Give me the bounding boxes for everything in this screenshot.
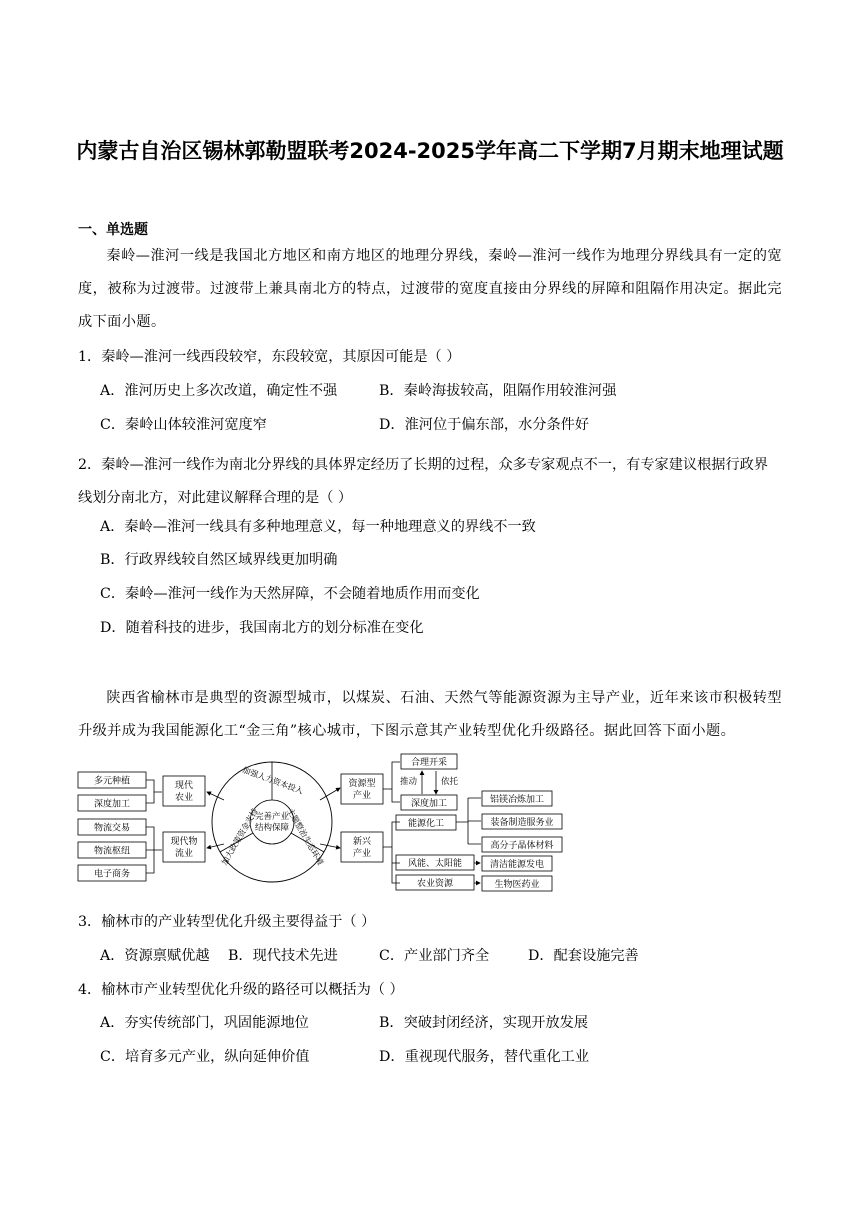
circle-left-label: 加大政策资金支持 xyxy=(219,806,260,867)
question-1-option-d: D．淮河位于偏东部，水分条件好 xyxy=(379,417,590,433)
question-3-option-b: B．现代技术先进 xyxy=(228,948,338,964)
label-rely: 依托 xyxy=(441,777,459,787)
box-equipment-manufacturing: 装备制造服务业 xyxy=(490,818,554,828)
box-diversified-planting: 多元种植 xyxy=(93,776,131,787)
question-2-option-a: A．秦岭—淮河一线具有多种地理意义，每一种地理意义的界线不一致 xyxy=(100,519,536,535)
question-4-option-c: C．培育多元产业，纵向延伸价值 xyxy=(100,1049,310,1065)
question-3-stem: 3．榆林市的产业转型优化升级主要得益于（ ） xyxy=(78,914,376,930)
svg-text:资源型: 资源型 xyxy=(348,779,376,789)
question-3-option-c: C．产业部门齐全 xyxy=(379,948,490,964)
label-push: 推动 xyxy=(399,777,417,787)
svg-text:新兴: 新兴 xyxy=(352,837,372,847)
question-1-option-c: C．秦岭山体较淮河宽度窄 xyxy=(100,417,267,433)
central-circle xyxy=(212,762,332,882)
svg-text:结构保障: 结构保障 xyxy=(254,823,290,833)
box-biomedicine: 生物医药业 xyxy=(494,880,540,890)
box-clean-energy: 清洁能源发电 xyxy=(489,860,545,870)
passage-2: 陕西省榆林市是典型的资源型城市，以煤炭、石油、天然气等能源资源为主导产业，近年来该市积极转型升级并成为我国能源化工“金三角”核心城市，下图示意其产业转型优化升级路径。据此回答下面小题。 xyxy=(78,690,782,739)
modern-logistics-l2: 流业 xyxy=(174,849,194,859)
question-4-option-a: A．夯实传统部门，巩固能源地位 xyxy=(100,1015,309,1031)
svg-text:产业: 产业 xyxy=(352,791,372,801)
passage-1: 秦岭—淮河一线是我国北方地区和南方地区的地理分界线，秦岭—淮河一线作为地理分界线具有一定的宽度，被称为过渡带。过渡带上兼具南北方的特点，过渡带的宽度直接由分界线的屏障和阻隔作用决定。据此完成下面小题。 xyxy=(78,248,782,330)
question-1-option-a: A．淮河历史上多次改道，确定性不强 xyxy=(100,383,338,399)
question-2-stem: 2．秦岭—淮河一线作为南北分界线的具体界定经历了长期的过程，众多专家观点不一，有专家建议根据行政界线划分南北方，对此建议解释合理的是（ ） xyxy=(78,457,769,506)
question-3-option-a: A．资源禀赋优越 xyxy=(100,948,210,964)
section-heading: 一、单选题 xyxy=(78,222,148,238)
question-1-option-b: B．秦岭海拔较高，阻隔作用较淮河强 xyxy=(379,383,617,399)
box-rational-mining: 合理开采 xyxy=(410,758,448,768)
circle-right-label: 主题整治生态环境 xyxy=(285,806,326,867)
box-energy-chemical: 能源化工 xyxy=(407,819,445,829)
box-logistics-trade: 物流交易 xyxy=(93,823,131,834)
box-polymer-materials: 高分子晶体材料 xyxy=(490,841,554,851)
box-agri-resources: 农业资源 xyxy=(416,879,454,889)
question-4-option-b: B．突破封闭经济，实现开放发展 xyxy=(379,1015,589,1031)
box-wind-solar: 风能、太阳能 xyxy=(407,859,463,869)
box-aluminum-magnesium: 铝镁冶炼加工 xyxy=(489,795,545,805)
question-4-stem: 4．榆林市产业转型优化升级的路径可以概括为（ ） xyxy=(78,982,404,998)
svg-text:完善产业: 完善产业 xyxy=(254,812,290,822)
box-deep-processing: 深度加工 xyxy=(410,799,448,809)
box-logistics-hub: 物流枢纽 xyxy=(93,846,131,857)
box-e-commerce: 电子商务 xyxy=(93,869,131,880)
modern-agriculture-l1: 现代 xyxy=(174,781,194,791)
question-1-stem: 1．秦岭—淮河一线西段较窄，东段较宽，其原因可能是（ ） xyxy=(78,349,461,365)
industry-transformation-diagram xyxy=(76,752,586,897)
question-2-option-d: D．随着科技的进步，我国南北方的划分标准在变化 xyxy=(100,620,424,636)
question-2-option-b: B．行政界线较自然区域界线更加明确 xyxy=(100,552,338,568)
question-2-option-c: C．秦岭—淮河一线作为天然屏障，不会随着地质作用而变化 xyxy=(100,586,480,602)
left-boxes xyxy=(78,772,146,881)
svg-text:产业: 产业 xyxy=(352,849,372,859)
question-3-option-d: D．配套设施完善 xyxy=(528,948,639,964)
circle-top-label: 加强人力资本投入 xyxy=(241,765,305,796)
box-deep-processing-agri: 深度加工 xyxy=(93,799,131,810)
page-title: 内蒙古自治区锡林郭勒盟联考2024-2025学年高二下学期7月期末地理试题 xyxy=(76,139,784,163)
modern-logistics-l1: 现代物 xyxy=(170,837,198,847)
modern-agriculture-l2: 农业 xyxy=(174,793,194,803)
question-4-option-d: D．重视现代服务，替代重化工业 xyxy=(379,1049,590,1065)
